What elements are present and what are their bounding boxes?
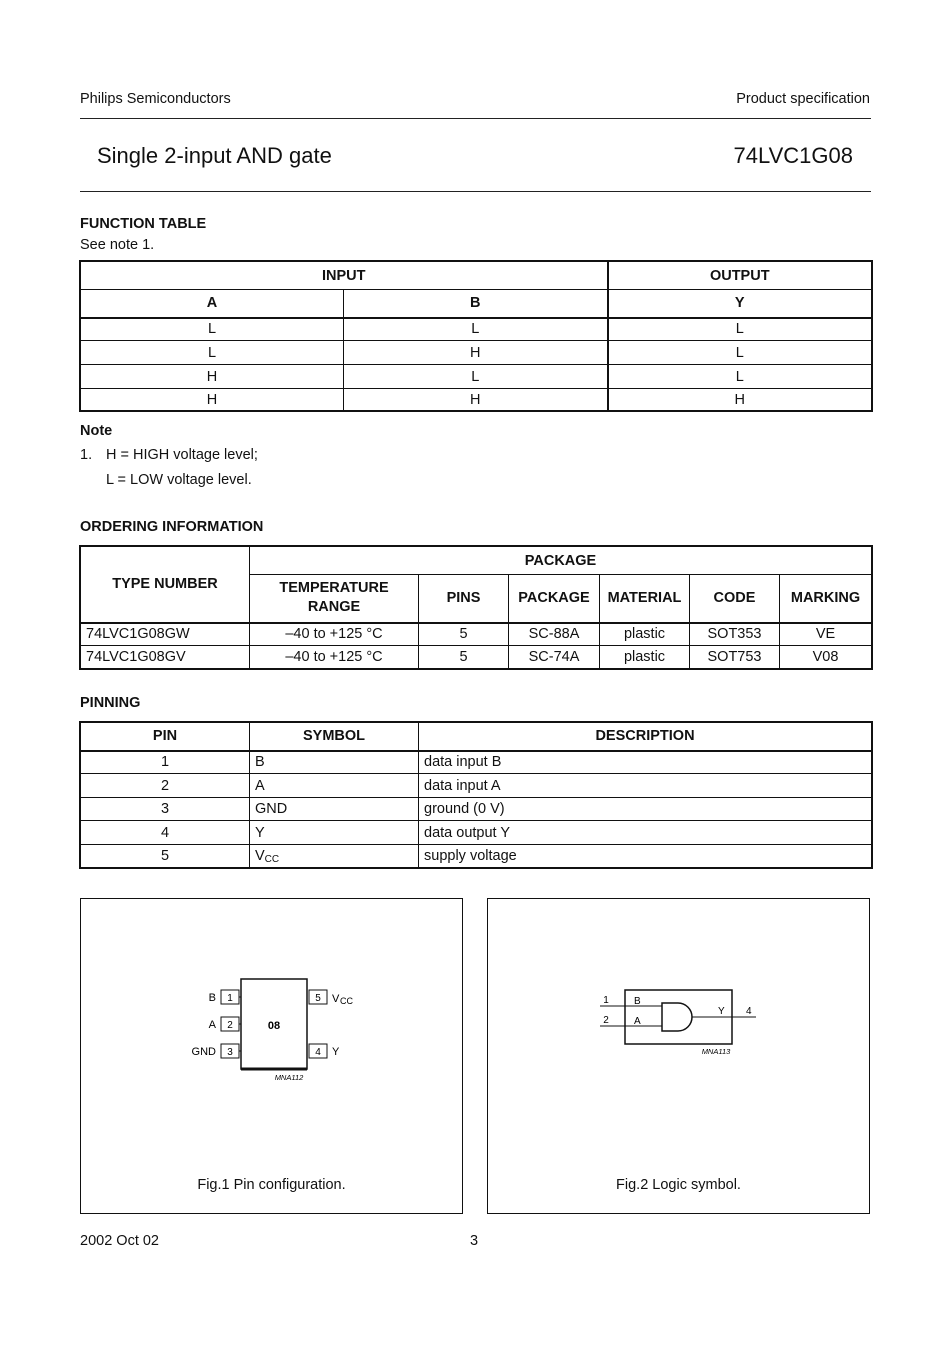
column-header: MARKING [780, 575, 872, 623]
logic-symbol-diagram [488, 899, 869, 1149]
table-cell: 5 [419, 646, 509, 669]
column-header: A [81, 290, 344, 318]
input-label: A [634, 1016, 641, 1027]
column-header: PIN [81, 723, 250, 751]
note-line-1: H = HIGH voltage level; [106, 447, 258, 463]
table-cell: B [250, 751, 419, 774]
output-label: Y [718, 1006, 725, 1017]
function-table [80, 261, 872, 411]
pin-number: 1 [603, 995, 609, 1006]
table-cell: SC-74A [509, 646, 600, 669]
header-rule [80, 118, 871, 119]
column-header: Y [608, 290, 872, 318]
fig2-caption: Fig.2 Logic symbol. [616, 1177, 741, 1193]
table-cell: Y [250, 821, 419, 845]
table-cell: L [344, 365, 608, 389]
table-row [81, 774, 872, 798]
table-cell: 3 [81, 798, 250, 821]
and-gate-shape [662, 1003, 692, 1031]
pin-label: Y [332, 1046, 340, 1058]
vcc-subscript: CC [264, 853, 280, 865]
column-header: DESCRIPTION [419, 723, 872, 751]
table-cell: 1 [81, 751, 250, 774]
document-type: Product specification [736, 91, 870, 107]
table-cell: L [81, 341, 344, 365]
table-row [81, 798, 872, 821]
vcc-symbol: V [255, 847, 265, 864]
table-cell: –40 to +125 °C [250, 623, 419, 646]
pin-label: GND [191, 1046, 216, 1058]
pin-number: 1 [227, 993, 233, 1004]
page-title: Single 2-input AND gate [97, 143, 332, 168]
function-table-subtitle: See note 1. [80, 237, 155, 253]
pin-number: 5 [315, 993, 321, 1004]
table-cell [250, 845, 419, 868]
pinning-table [80, 722, 872, 868]
pin-number: 2 [227, 1020, 233, 1031]
table-row [81, 845, 872, 868]
table-cell: L [344, 318, 608, 341]
table-cell: SC-88A [509, 623, 600, 646]
ordering-heading: ORDERING INFORMATION [80, 519, 264, 535]
table-cell: 5 [419, 623, 509, 646]
table-cell: H [344, 389, 608, 411]
part-number: 74LVC1G08 [733, 143, 853, 168]
chip-marking: 08 [267, 1020, 281, 1032]
pin-number: 3 [227, 1047, 233, 1058]
table-cell: VE [780, 623, 872, 646]
table-cell: –40 to +125 °C [250, 646, 419, 669]
table-cell: H [81, 389, 344, 411]
table-cell: data output Y [419, 821, 872, 845]
pinning-heading: PINNING [80, 695, 141, 711]
table-cell: L [608, 365, 872, 389]
pin-label: B [208, 992, 216, 1004]
table-row [81, 646, 872, 669]
input-group-header: INPUT [81, 262, 608, 290]
company-name: Philips Semiconductors [80, 91, 231, 107]
table-cell: H [344, 341, 608, 365]
column-header: CODE [690, 575, 780, 623]
ordering-table [80, 546, 872, 669]
figure-code: MNA112 [274, 1073, 304, 1082]
pin-configuration-diagram [81, 899, 462, 1149]
pin-number: 4 [746, 1006, 752, 1017]
table-row [81, 389, 872, 411]
table-cell: 2 [81, 774, 250, 798]
pin-label-subscript: CC [340, 996, 353, 1006]
table-cell: H [81, 365, 344, 389]
figure-code: MNA113 [701, 1047, 731, 1056]
column-header: TEMPERATURE RANGE [250, 575, 419, 623]
table-cell: H [608, 389, 872, 411]
table-row [81, 623, 872, 646]
note-number: 1. [80, 447, 93, 463]
table-cell: 5 [81, 845, 250, 868]
column-header: PINS [419, 575, 509, 623]
function-table-heading: FUNCTION TABLE [80, 216, 207, 232]
type-number-header: TYPE NUMBER [81, 547, 250, 623]
package-group-header: PACKAGE [250, 547, 872, 575]
table-row [81, 365, 872, 389]
pin-label: A [208, 1019, 216, 1031]
note-line-2: L = LOW voltage level. [106, 472, 252, 488]
fig1-caption: Fig.1 Pin configuration. [197, 1177, 346, 1193]
table-cell: L [81, 318, 344, 341]
table-cell: plastic [600, 623, 690, 646]
table-cell: data input B [419, 751, 872, 774]
table-cell: L [608, 318, 872, 341]
table-row [81, 821, 872, 845]
footer-date: 2002 Oct 02 [80, 1233, 159, 1249]
table-cell: SOT753 [690, 646, 780, 669]
table-cell: ground (0 V) [419, 798, 872, 821]
table-cell: plastic [600, 646, 690, 669]
fig2-logic-symbol [487, 898, 870, 1214]
note-heading: Note [80, 423, 113, 439]
table-cell: 4 [81, 821, 250, 845]
pin-label: V [332, 993, 340, 1005]
table-cell: V08 [780, 646, 872, 669]
table-cell: GND [250, 798, 419, 821]
table-cell: data input A [419, 774, 872, 798]
table-row [81, 751, 872, 774]
table-cell: 74LVC1G08GW [81, 623, 250, 646]
column-header: MATERIAL [600, 575, 690, 623]
table-row [81, 318, 872, 341]
table-cell: SOT353 [690, 623, 780, 646]
table-cell: L [608, 341, 872, 365]
column-header: PACKAGE [509, 575, 600, 623]
table-cell: A [250, 774, 419, 798]
input-label: B [634, 996, 641, 1007]
column-header: SYMBOL [250, 723, 419, 751]
title-rule [80, 191, 871, 192]
fig1-pin-configuration [80, 898, 463, 1214]
table-cell: supply voltage [419, 845, 872, 868]
table-cell: 74LVC1G08GV [81, 646, 250, 669]
column-header: B [344, 290, 608, 318]
pin-number: 4 [315, 1047, 321, 1058]
output-group-header: OUTPUT [608, 262, 872, 290]
page-number: 3 [470, 1233, 479, 1249]
table-row [81, 341, 872, 365]
pin-number: 2 [603, 1015, 609, 1026]
